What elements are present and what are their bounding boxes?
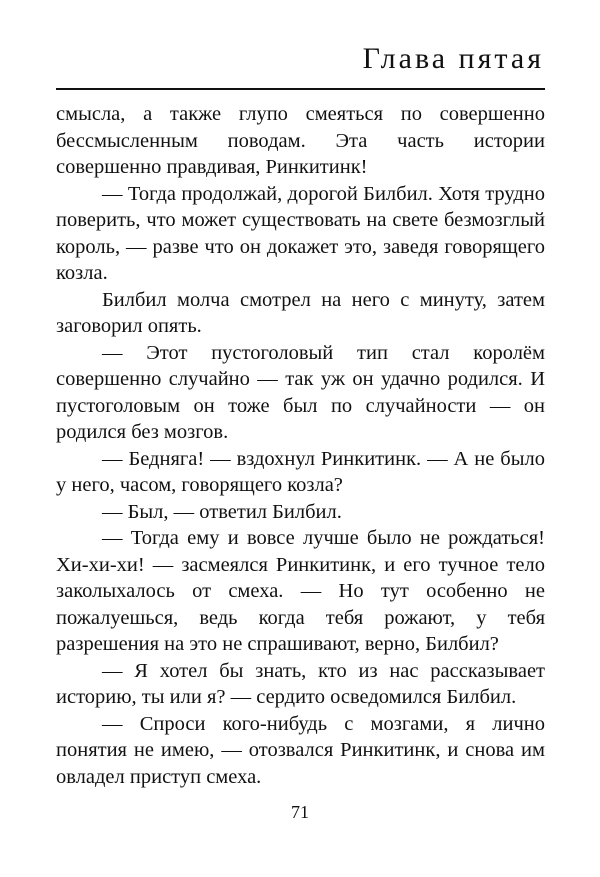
- paragraph: — Этот пустоголовый тип стал королём совершенно случайно — так уж он удачно родился. И пустоголовым он тоже был по случайности — он родился без мозгов.: [56, 341, 545, 443]
- page-number: 71: [291, 802, 309, 822]
- header-divider: [56, 88, 545, 90]
- paragraph: — Бедняга! — вздохнул Ринкитинк. — А не было у него, часом, говорящего козла?: [56, 447, 545, 496]
- paragraph: — Тогда продолжай, дорогой Билбил. Хотя трудно поверить, что может существовать на свете безмозглый король, — разве что он докажет это, заведя говорящего козла.: [56, 182, 545, 284]
- chapter-title: Глава пятая: [362, 42, 544, 75]
- paragraph-continuation: смысла, а также глупо смеяться по совершенно бессмысленным поводам. Эта часть истории совершенно правдивая, Ринкитинк!: [56, 103, 545, 178]
- paragraph: — Спроси кого-нибудь с мозгами, я лично понятия не имею, — отозвался Ринкитинк, и снова им овладел приступ смеха.: [56, 712, 545, 788]
- paragraph: — Был, — ответил Билбил.: [102, 500, 342, 523]
- paragraph: — Тогда ему и вовсе лучше было не рождаться! Хи-хи-хи! — засмеялся Ринкитинк, и его тучное тело заколыхалось от смеха. — Но тут особенно не пожалуешься, ведь когда тебя рожают, у тебя разрешения на это не спрашивают, верно, Билбил?: [56, 527, 545, 655]
- paragraph: Билбил молча смотрел на него с минуту, затем заговорил опять.: [56, 288, 545, 337]
- page-body: [56, 101, 545, 790]
- paragraph: — Я хотел бы знать, кто из нас рассказывает историю, ты или я? — сердито осведомился Билбил.: [56, 659, 545, 708]
